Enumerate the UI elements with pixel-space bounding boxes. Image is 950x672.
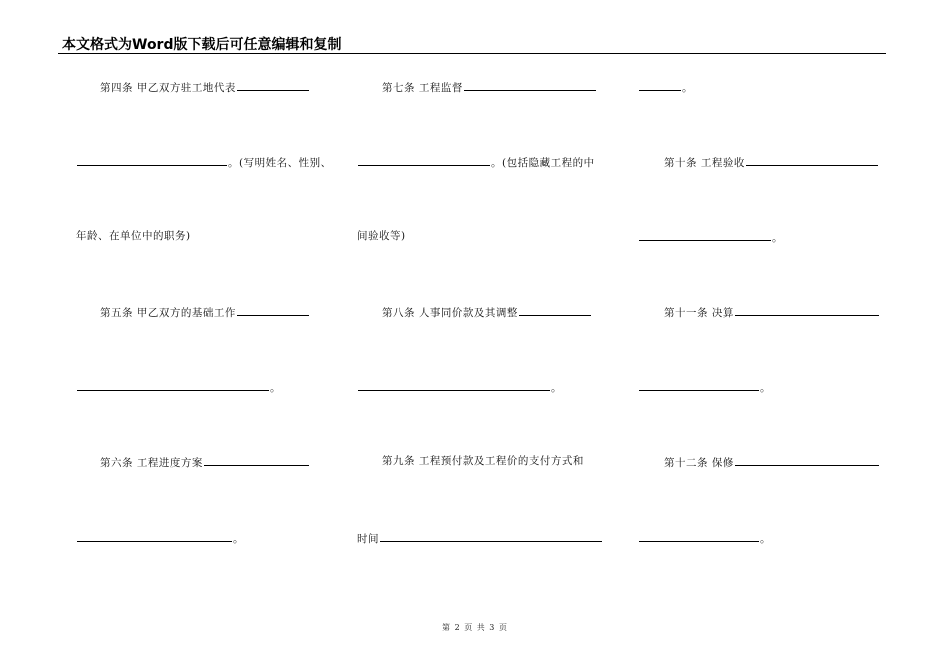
fill-blank[interactable]: [519, 304, 591, 316]
fill-blank[interactable]: [237, 304, 309, 316]
clause-7-line: [382, 79, 597, 95]
fill-blank[interactable]: [735, 454, 879, 466]
clause-text: 年龄、在单位中的职务): [76, 230, 191, 242]
clause-text: 第十二条 保修: [664, 457, 734, 469]
clause-suffix: 。: [682, 82, 693, 94]
fill-blank[interactable]: [358, 379, 550, 391]
clause-suffix: 。: [233, 533, 244, 545]
clause-12-line: [664, 454, 880, 470]
clause-continuation: [638, 79, 693, 95]
fill-blank[interactable]: [735, 304, 879, 316]
clause-6-continuation: [76, 530, 244, 546]
page-header-title: 本文格式为Word版下载后可任意编辑和复制: [62, 37, 342, 53]
clause-5-line: [100, 304, 310, 320]
page-number: 第 2 页 共 3 页: [442, 623, 508, 632]
clause-6-line: [100, 454, 310, 470]
clause-suffix: 。: [270, 382, 281, 394]
clause-10-line: [664, 154, 879, 170]
clause-8-line: [382, 304, 592, 320]
fill-blank[interactable]: [204, 454, 309, 466]
fill-blank[interactable]: [358, 154, 490, 166]
clause-text: 第六条 工程进度方案: [100, 457, 203, 469]
clause-text: 时间: [357, 533, 379, 545]
clause-10-continuation: [638, 229, 783, 245]
clause-suffix: 。: [760, 533, 771, 545]
clause-5-continuation: [76, 379, 281, 395]
clause-text: 第十一条 决算: [664, 307, 734, 319]
clause-12-continuation: [638, 530, 771, 546]
clause-text: 第七条 工程监督: [382, 82, 463, 94]
clause-11-line: [664, 304, 880, 320]
clause-suffix: 。(包括隐藏工程的中: [491, 157, 595, 169]
clause-suffix: 。(写明姓名、性别、: [228, 157, 332, 169]
fill-blank[interactable]: [639, 79, 681, 91]
clause-9-line: [382, 454, 584, 468]
clause-7-note: [357, 229, 406, 243]
clause-4-continuation: [76, 154, 332, 170]
clause-text: 第九条 工程预付款及工程价的支付方式和: [382, 455, 584, 467]
header-rule: [58, 53, 886, 54]
fill-blank[interactable]: [77, 154, 227, 166]
clause-text: 间验收等): [357, 230, 406, 242]
clause-suffix: 。: [551, 382, 562, 394]
clause-suffix: 。: [760, 382, 771, 394]
clause-text: 第八条 人事同价款及其调整: [382, 307, 518, 319]
fill-blank[interactable]: [639, 379, 759, 391]
clause-4-line: [100, 79, 310, 95]
clause-text: 第五条 甲乙双方的基础工作: [100, 307, 236, 319]
fill-blank[interactable]: [237, 79, 309, 91]
fill-blank[interactable]: [746, 154, 878, 166]
fill-blank[interactable]: [77, 530, 232, 542]
fill-blank[interactable]: [639, 229, 771, 241]
fill-blank[interactable]: [464, 79, 596, 91]
fill-blank[interactable]: [639, 530, 759, 542]
clause-4-note: [76, 229, 191, 243]
clause-8-continuation: [357, 379, 562, 395]
clause-9-continuation: [357, 530, 603, 546]
clause-suffix: 。: [772, 232, 783, 244]
fill-blank[interactable]: [77, 379, 269, 391]
clause-7-continuation: [357, 154, 595, 170]
clause-11-continuation: [638, 379, 771, 395]
clause-text: 第十条 工程验收: [664, 157, 745, 169]
fill-blank[interactable]: [380, 530, 602, 542]
clause-text: 第四条 甲乙双方驻工地代表: [100, 82, 236, 94]
